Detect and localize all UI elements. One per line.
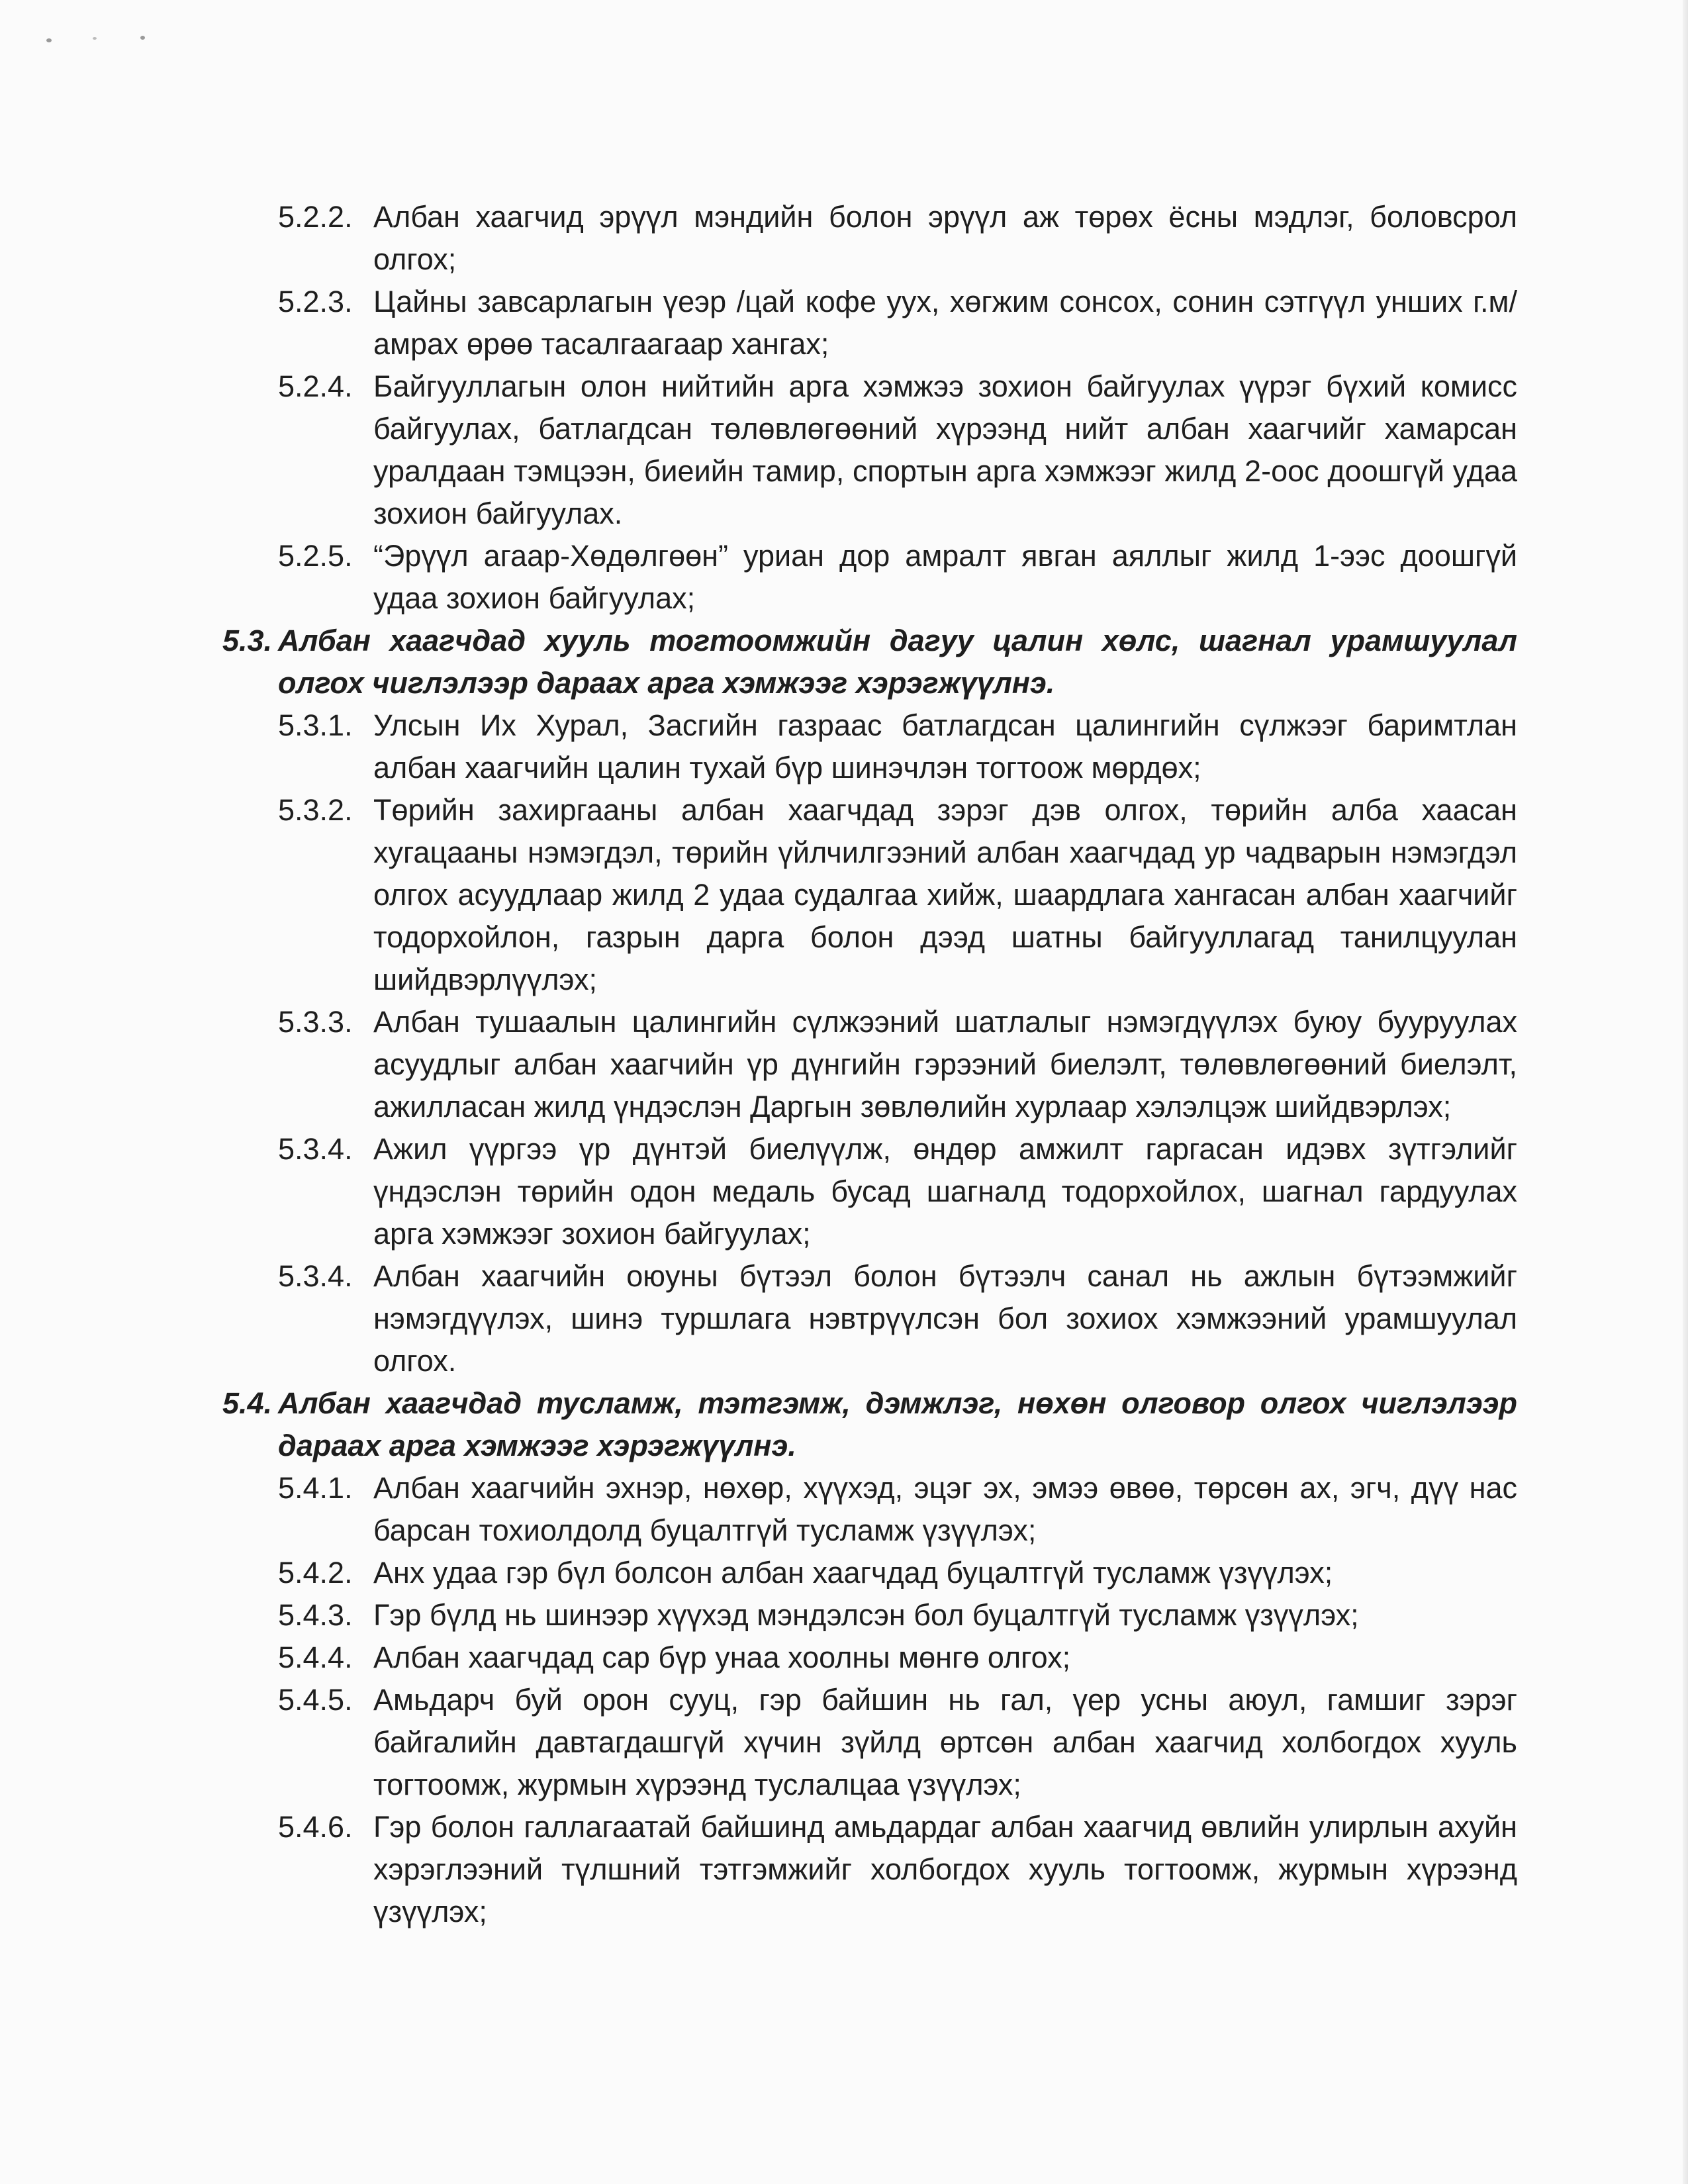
item-number: 5.2.3. bbox=[278, 285, 353, 318]
section-number: 5.3. bbox=[222, 624, 273, 657]
item-text: Албан тушаалын цалингийн сүлжээний шатлалыг нэмэгдүүлэх буюу бууруулах асуудлыг албан хаагчийн үр дүнгийн гэрээний биелэлт, төлөвлөгөөний биелэлт, ажилласан жилд үндэслэн Даргын зөвлөлийн хурлаар хэлэлцэж шийдвэрлэх; bbox=[373, 1005, 1517, 1123]
scan-speck bbox=[93, 37, 97, 40]
item-number: 5.3.4. bbox=[278, 1132, 353, 1166]
item-text: Албан хаагчдад сар бүр унаа хоолны мөнгө олгох; bbox=[373, 1640, 1071, 1674]
item-number: 5.3.3. bbox=[278, 1005, 353, 1039]
item-text: Албан хаагчийн оюуны бүтээл болон бүтээлч санал нь ажлын бүтээмжийг нэмэгдүүлэх, шинэ туршлага нэвтрүүлсэн бол зохиох хэмжээний урамшуулал олгох. bbox=[373, 1259, 1517, 1378]
list-item bbox=[222, 535, 1517, 620]
item-number: 5.2.2. bbox=[278, 200, 353, 234]
list-item bbox=[222, 1001, 1517, 1128]
list-item bbox=[222, 1637, 1517, 1679]
item-text: Байгууллагын олон нийтийн арга хэмжээ зохион байгуулах үүрэг бүхий комисс байгуулах, батлагдсан төлөвлөгөөний хүрээнд нийт албан хаагчийг хамарсан уралдаан тэмцээн, биеийн тамир, спортын арга хэмжээг жилд 2-оос доошгүй удаа зохион байгуулах. bbox=[373, 369, 1517, 530]
list-item bbox=[222, 1552, 1517, 1594]
list-item bbox=[222, 1255, 1517, 1382]
section-heading bbox=[222, 620, 1517, 704]
list-item bbox=[222, 704, 1517, 789]
item-text: Төрийн захиргааны албан хаагчдад зэрэг дэв олгох, төрийн алба хаасан хугацааны нэмэгдэл, төрийн үйлчилгээний албан хаагчдад ур чадварын нэмэгдэл олгох асуудлаар жилд 2 удаа судалгаа хийж, шаардлага хангасан албан хаагчийг тодорхойлон, газрын дарга болон дээд шатны байгууллагад танилцуулан шийдвэрлүүлэх; bbox=[373, 793, 1517, 996]
item-text: Гэр бүлд нь шинээр хүүхэд мэндэлсэн бол буцалтгүй тусламж үзүүлэх; bbox=[373, 1598, 1359, 1632]
list-item bbox=[222, 1128, 1517, 1255]
list-item bbox=[222, 1467, 1517, 1552]
list-item bbox=[222, 281, 1517, 365]
item-number: 5.4.5. bbox=[278, 1683, 353, 1717]
item-number: 5.3.1. bbox=[278, 708, 353, 742]
item-text: Улсын Их Хурал, Засгийн газраас батлагдсан цалингийн сүлжээг баримтлан албан хаагчийн цалин тухай бүр шинэчлэн тогтоож мөрдөх; bbox=[373, 708, 1517, 784]
item-number: 5.2.5. bbox=[278, 539, 353, 573]
item-text: Анх удаа гэр бүл болсон албан хаагчдад буцалтгүй тусламж үзүүлэх; bbox=[373, 1556, 1333, 1590]
item-number: 5.4.3. bbox=[278, 1598, 353, 1632]
document-body bbox=[222, 196, 1517, 1933]
item-text: Гэр болон галлагаатай байшинд амьдардаг албан хаагчид өвлийн улирлын ахуйн хэрэглээний түлшний тэтгэмжийг холбогдох хууль тогтоомж, журмын хүрээнд үзүүлэх; bbox=[373, 1810, 1517, 1928]
scan-edge bbox=[1683, 0, 1688, 2184]
item-text: Амьдарч буй орон сууц, гэр байшин нь гал, үер усны аюул, гамшиг зэрэг байгалийн давтагдашгүй хүчин зүйлд өртсөн албан хаагчид холбогдох хууль тогтоомж, журмын хүрээнд туслалцаа үзүүлэх; bbox=[373, 1683, 1517, 1801]
item-number: 5.2.4. bbox=[278, 369, 353, 403]
section-text: Албан хаагчдад тусламж, тэтгэмж, дэмжлэг, нөхөн олговор олгох чиглэлээр дараах арга хэмжээг хэрэгжүүлнэ. bbox=[278, 1386, 1517, 1462]
item-number: 5.4.2. bbox=[278, 1556, 353, 1590]
item-number: 5.4.6. bbox=[278, 1810, 353, 1844]
item-number: 5.3.4. bbox=[278, 1259, 353, 1293]
list-item bbox=[222, 1806, 1517, 1933]
scan-speck bbox=[46, 38, 52, 42]
list-item bbox=[222, 196, 1517, 281]
item-number: 5.4.4. bbox=[278, 1640, 353, 1674]
section-number: 5.4. bbox=[222, 1386, 273, 1420]
section-heading bbox=[222, 1382, 1517, 1467]
section-text: Албан хаагчдад хууль тогтоомжийн дагуу цалин хөлс, шагнал урамшуулал олгох чиглэлээр дараах арга хэмжээг хэрэгжүүлнэ. bbox=[278, 624, 1517, 700]
item-text: Цайны завсарлагын үеэр /цай кофе уух, хөгжим сонсох, сонин сэтгүүл унших г.м/ амрах өрөө тасалгаагаар хангах; bbox=[373, 285, 1517, 361]
item-text: Ажил үүргээ үр дүнтэй биелүүлж, өндөр амжилт гаргасан идэвх зүтгэлийг үндэслэн төрийн одон медаль бусад шагналд тодорхойлох, шагнал гардуулах арга хэмжээг зохион байгуулах; bbox=[373, 1132, 1517, 1251]
item-number: 5.3.2. bbox=[278, 793, 353, 827]
list-item bbox=[222, 1679, 1517, 1806]
list-item bbox=[222, 1594, 1517, 1637]
item-text: Албан хаагчид эрүүл мэндийн болон эрүүл аж төрөх ёсны мэдлэг, боловсрол олгох; bbox=[373, 200, 1517, 276]
item-text: “Эрүүл агаар-Хөдөлгөөн” уриан дор амралт явган аяллыг жилд 1-ээс доошгүй удаа зохион байгуулах; bbox=[373, 539, 1517, 615]
item-number: 5.4.1. bbox=[278, 1471, 353, 1505]
scan-speck bbox=[140, 36, 145, 40]
item-text: Албан хаагчийн эхнэр, нөхөр, хүүхэд, эцэг эх, эмээ өвөө, төрсөн ах, эгч, дүү нас барсан тохиолдолд буцалтгүй тусламж үзүүлэх; bbox=[373, 1471, 1517, 1547]
list-item bbox=[222, 789, 1517, 1001]
list-item bbox=[222, 365, 1517, 535]
